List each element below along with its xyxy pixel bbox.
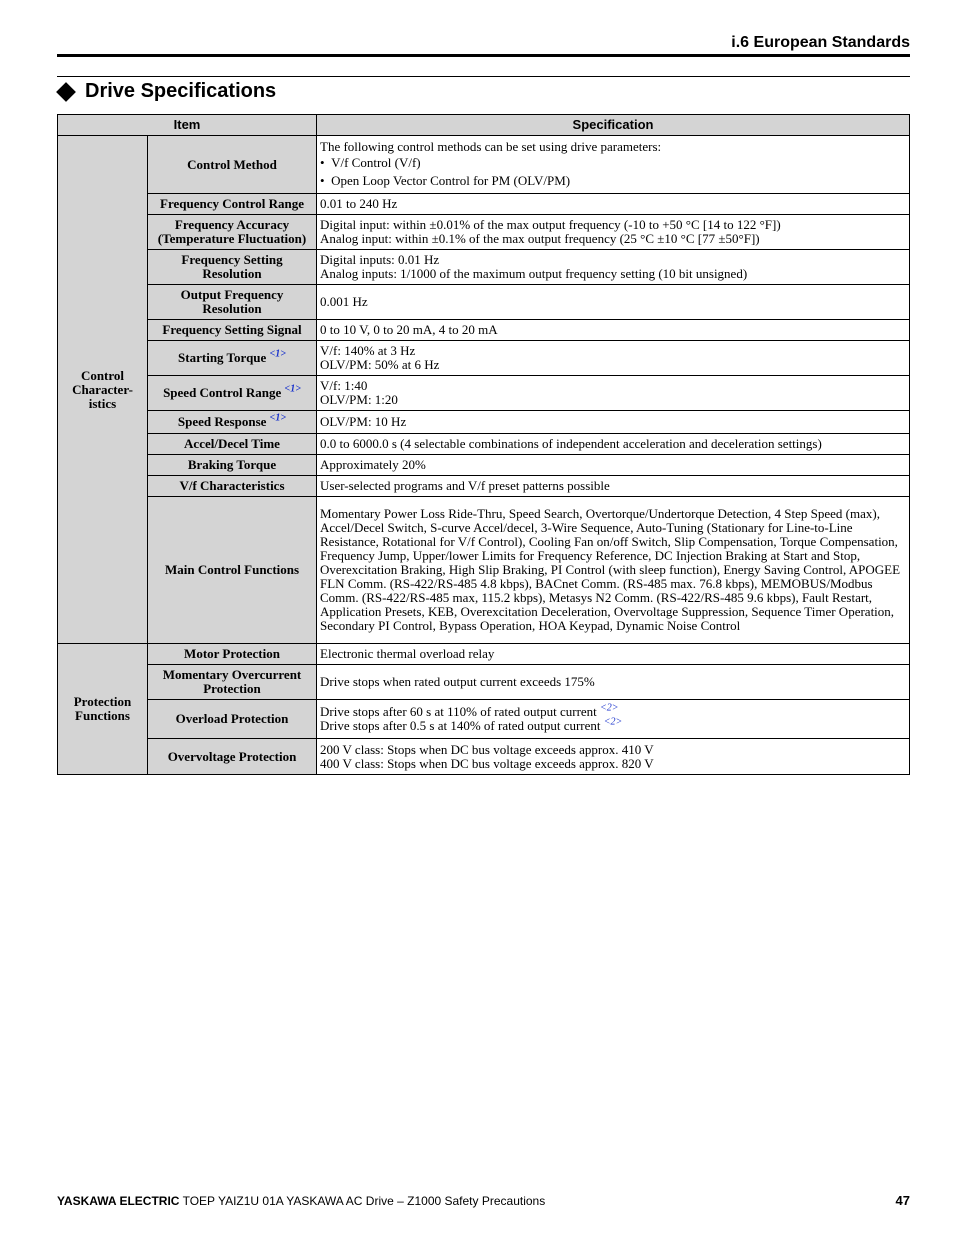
item-label: Frequency Setting Signal xyxy=(162,322,302,337)
item-label: Frequency Control Range xyxy=(160,196,304,211)
table-body xyxy=(58,136,910,775)
specification-text: 0.01 to 240 Hz xyxy=(320,196,398,211)
specification-line xyxy=(320,479,906,493)
specification-cell xyxy=(317,476,910,497)
footnote-link[interactable]: <1> xyxy=(284,383,301,395)
specification-cell xyxy=(317,434,910,455)
item-cell xyxy=(148,700,317,739)
table-row xyxy=(58,285,910,320)
specification-text: Approximately 20% xyxy=(320,457,426,472)
specification-line xyxy=(320,415,906,429)
item-cell xyxy=(148,497,317,644)
section-heading-text: Drive Specifications xyxy=(85,80,277,102)
specification-text: Analog inputs: 1/1000 of the maximum output frequency setting (10 bit unsigned) xyxy=(320,266,748,281)
bullet-icon: • xyxy=(320,154,332,170)
specification-text: Drive stops after 60 s at 110% of rated output current xyxy=(320,704,597,719)
table-row xyxy=(58,739,910,775)
item-cell xyxy=(148,739,317,775)
specification-bullet xyxy=(320,154,906,172)
table-row xyxy=(58,476,910,497)
item-label: Control Method xyxy=(187,156,277,172)
table-row xyxy=(58,497,910,644)
specification-cell xyxy=(317,320,910,341)
specification-line xyxy=(320,647,906,661)
specification-cell xyxy=(317,665,910,700)
specification-line xyxy=(320,716,906,733)
table-row xyxy=(58,136,910,194)
specification-text: Digital input: within ±0.01% of the max output frequency (-10 to +50 °C [14 to 122 °F]) xyxy=(320,217,781,232)
footer-brand: YASKAWA ELECTRIC xyxy=(57,1194,180,1208)
item-label: Accel/Decel Time xyxy=(184,436,280,451)
specification-line xyxy=(320,743,906,757)
specification-cell xyxy=(317,700,910,739)
specification-line xyxy=(320,218,906,232)
item-label: Starting Torque xyxy=(178,350,267,365)
specification-text: Drive stops after 0.5 s at 140% of rated output current xyxy=(320,718,601,733)
specification-line xyxy=(320,267,906,281)
specification-line xyxy=(320,140,906,154)
footer-document-info xyxy=(57,1194,545,1208)
specification-text: OLV/PM: 50% at 6 Hz xyxy=(320,357,440,372)
specification-line xyxy=(320,675,906,689)
specification-cell xyxy=(317,136,910,194)
column-header-item: Item xyxy=(58,115,317,136)
specification-cell xyxy=(317,376,910,411)
footnote-link[interactable]: <2> xyxy=(603,716,623,728)
table-row xyxy=(58,320,910,341)
diamond-bullet-icon xyxy=(56,82,76,102)
item-label: Braking Torque xyxy=(187,457,277,472)
category-cell: Control Character-istics xyxy=(58,136,148,644)
item-label: V/f Characteristics xyxy=(179,478,285,493)
item-label: Main Control Functions xyxy=(164,562,300,577)
specification-cell xyxy=(317,739,910,775)
item-cell xyxy=(148,455,317,476)
specification-text: User-selected programs and V/f preset patterns possible xyxy=(320,478,610,493)
table-row xyxy=(58,215,910,250)
specification-line xyxy=(320,253,906,267)
specification-cell xyxy=(317,455,910,476)
specification-text: The following control methods can be set using drive parameters: xyxy=(320,138,662,154)
bullet-text: V/f Control (V/f) xyxy=(331,154,421,170)
specification-text: V/f: 140% at 3 Hz xyxy=(320,343,416,358)
footnote-link[interactable]: <2> xyxy=(600,702,619,714)
specification-line xyxy=(320,458,906,472)
item-cell xyxy=(148,644,317,665)
specification-line xyxy=(320,344,906,358)
specification-cell xyxy=(317,215,910,250)
item-label: Overvoltage Protection xyxy=(167,748,297,764)
item-cell xyxy=(148,136,317,194)
header-subrule xyxy=(57,76,910,77)
footer-doc-title: TOEP YAIZ1U 01A YASKAWA AC Drive – Z1000 Safety Precautions xyxy=(182,1194,546,1208)
specification-line xyxy=(320,757,906,771)
table-row xyxy=(58,644,910,665)
specification-text: 200 V class: Stops when DC bus voltage exceeds approx. 410 V xyxy=(320,741,654,757)
item-label: Speed Response xyxy=(177,414,267,429)
item-label: Frequency Setting Resolution xyxy=(181,252,283,281)
table-row xyxy=(58,455,910,476)
table-row xyxy=(58,700,910,739)
item-cell xyxy=(148,215,317,250)
specification-cell xyxy=(317,341,910,376)
bullet-icon: • xyxy=(320,172,332,188)
item-cell xyxy=(148,194,317,215)
drive-specifications-table xyxy=(57,114,910,775)
footnote-link[interactable]: <1> xyxy=(269,412,287,424)
item-cell xyxy=(148,665,317,700)
specification-text: OLV/PM: 1:20 xyxy=(320,392,398,407)
footer-page-number: 47 xyxy=(895,1193,910,1208)
specification-cell xyxy=(317,250,910,285)
item-cell xyxy=(148,341,317,376)
specification-text: Analog input: within ±0.1% of the max output frequency (25 °C ±10 °C [77 ±50°F]) xyxy=(320,231,760,246)
specification-cell xyxy=(317,194,910,215)
specification-text: Digital inputs: 0.01 Hz xyxy=(320,252,440,267)
specification-text: 0 to 10 V, 0 to 20 mA, 4 to 20 mA xyxy=(320,322,498,337)
item-label: Motor Protection xyxy=(184,646,280,661)
table-row xyxy=(58,376,910,411)
specification-text: Momentary Power Loss Ride-Thru, Speed Search, Overtorque/Undertorque Detection, 4 Step Speed (max), Accel/Decel Switch, S-curve Accel/decel, 3-Wire Sequence, Auto-Tuning (Stationary for Line-to-Line Resistance, Rotational for V/f Control), Cooling Fan on/off Switch, Slip Compensation, Torque Compensation, Frequency Jump, Upper/lower Limits for Frequency Reference, DC Injection Braking at Start and Stop, Overexcitation Braking, High Slip Braking, PI Control (with sleep function), Energy Saving Control, APOGEE FLN Comm. (RS-422/RS-485 4.8 kbps), BACnet Comm. (RS-485 max. 76.8 kbps), MEMOBUS/Modbus Comm. (RS-422/RS-485 max, 115.2 kbps), Metasys N2 Comm. (RS-422/RS-485 9.6 kbps), Fault Restart, Application Presets, KEB, Overexcitation Deceleration, Overvoltage Suppression, Sequence Timer Operation, Secondary PI Control, Bypass Operation, HOA Keypad, Dynamic Noise Control xyxy=(320,506,901,633)
item-cell xyxy=(148,411,317,434)
item-label: Speed Control Range xyxy=(163,385,282,400)
table-row xyxy=(58,434,910,455)
specification-line xyxy=(320,232,906,246)
specification-cell xyxy=(317,644,910,665)
table-row xyxy=(58,194,910,215)
item-label: Overload Protection xyxy=(175,711,289,726)
item-cell xyxy=(148,250,317,285)
bullet-text: Open Loop Vector Control for PM (OLV/PM) xyxy=(331,172,571,188)
item-label: Frequency Accuracy (Temperature Fluctuation) xyxy=(157,217,307,246)
category-cell: Protection Functions xyxy=(58,644,148,775)
specification-line xyxy=(320,437,906,451)
item-label: Momentary Overcurrent Protection xyxy=(162,667,302,696)
column-header-specification: Specification xyxy=(317,115,910,136)
item-cell xyxy=(148,476,317,497)
specification-line xyxy=(320,379,906,393)
footnote-link[interactable]: <1> xyxy=(269,348,286,360)
specification-text: 0.001 Hz xyxy=(320,294,368,309)
specification-bullet xyxy=(320,172,906,190)
specification-line xyxy=(320,507,906,633)
table-row xyxy=(58,665,910,700)
specification-text: Drive stops when rated output current exceeds 175% xyxy=(320,674,595,689)
item-label: Output Frequency Resolution xyxy=(180,287,284,316)
table-header-row xyxy=(58,115,910,136)
table-row xyxy=(58,250,910,285)
item-cell xyxy=(148,376,317,411)
specification-text: 400 V class: Stops when DC bus voltage exceeds approx. 820 V xyxy=(320,755,654,771)
section-header-title: i.6 European Standards xyxy=(731,34,910,51)
table-row xyxy=(58,341,910,376)
specification-text: 0.0 to 6000.0 s (4 selectable combinations of independent acceleration and deceleration settings) xyxy=(320,436,822,451)
specification-line xyxy=(320,358,906,372)
specification-cell xyxy=(317,411,910,434)
table-row xyxy=(58,411,910,434)
specification-line xyxy=(320,323,906,337)
specification-line xyxy=(320,197,906,211)
specification-cell xyxy=(317,285,910,320)
specification-text: V/f: 1:40 xyxy=(320,378,368,393)
section-heading xyxy=(56,80,276,103)
item-cell xyxy=(148,320,317,341)
specification-line xyxy=(320,295,906,309)
specification-line xyxy=(320,393,906,407)
specification-text: Electronic thermal overload relay xyxy=(320,646,495,661)
header-rule xyxy=(57,54,910,57)
specification-cell xyxy=(317,497,910,644)
specification-text: OLV/PM: 10 Hz xyxy=(320,414,407,429)
item-cell xyxy=(148,434,317,455)
item-cell xyxy=(148,285,317,320)
